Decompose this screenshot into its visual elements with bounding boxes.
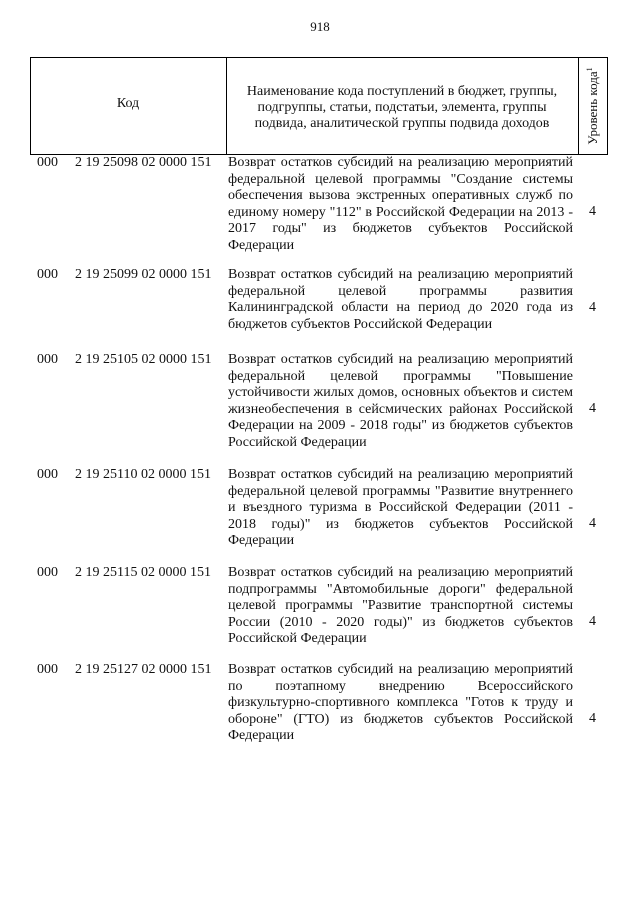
header-level bbox=[579, 58, 607, 154]
row-admin-code: 000 bbox=[37, 467, 58, 482]
column-divider bbox=[607, 58, 608, 154]
row-level: 4 bbox=[589, 711, 596, 726]
row-admin-code: 000 bbox=[37, 662, 58, 677]
header-name: Наименование кода поступлений в бюджет, группы, подгруппы, статьи, подстатьи, элемента, группы подвида, аналитической группы подвида доходов bbox=[246, 84, 558, 131]
row-code: 2 19 25098 02 0000 151 bbox=[75, 155, 212, 170]
row-name: Возврат остатков субсидий на реализацию мероприятий подпрограммы "Автомобильные дороги" федеральной целевой программы "Развитие транспортной системы России (2010 - 2020 годы)" из бюджетов субъектов Российской Федерации bbox=[228, 565, 573, 646]
row-name: Возврат остатков субсидий на реализацию мероприятий федеральной целевой программы развития Калининградской области на период до 2020 года из бюджетов субъектов Российской Федерации bbox=[228, 267, 573, 332]
row-code: 2 19 25099 02 0000 151 bbox=[75, 267, 212, 282]
row-name: Возврат остатков субсидий на реализацию мероприятий по поэтапному внедрению Всероссийского физкультурно-спортивного комплекса "Готов к труду и обороне" (ГТО) из бюджетов субъектов Российской Федерации bbox=[228, 662, 573, 743]
row-level: 4 bbox=[589, 300, 596, 315]
row-name: Возврат остатков субсидий на реализацию мероприятий федеральной целевой программы "Развитие внутреннего и въездного туризма в Российской Федерации (2011 - 2018 годы)" из бюджетов субъектов Российской Федерации bbox=[228, 467, 573, 548]
row-level: 4 bbox=[589, 204, 596, 219]
header-level-footnote: 1 bbox=[584, 67, 594, 72]
row-code: 2 19 25127 02 0000 151 bbox=[75, 662, 212, 677]
row-name: Возврат остатков субсидий на реализацию мероприятий федеральной целевой программы "Создание системы обеспечения вызова экстренных оперативных служб по единому номеру "112" в Российской Федерации на 2013 - 2017 годы" из бюджетов субъектов Российской Федерации bbox=[228, 155, 573, 253]
row-name: Возврат остатков субсидий на реализацию мероприятий федеральной целевой программы "Повышение устойчивости жилых домов, основных объектов и систем жизнеобеспечения в сейсмических районах Российской Федерации на 2009 - 2018 годы" из бюджетов субъектов Российской Федерации bbox=[228, 352, 573, 450]
table-header bbox=[30, 57, 608, 155]
header-code: Код bbox=[116, 96, 140, 111]
row-code: 2 19 25110 02 0000 151 bbox=[75, 467, 211, 482]
row-admin-code: 000 bbox=[37, 352, 58, 367]
row-level: 4 bbox=[589, 516, 596, 531]
row-code: 2 19 25105 02 0000 151 bbox=[75, 352, 212, 367]
row-level: 4 bbox=[589, 614, 596, 629]
row-admin-code: 000 bbox=[37, 565, 58, 580]
row-level: 4 bbox=[589, 401, 596, 416]
header-level-label: Уровень кода bbox=[585, 71, 601, 145]
row-admin-code: 000 bbox=[37, 155, 58, 170]
row-code: 2 19 25115 02 0000 151 bbox=[75, 565, 211, 580]
row-admin-code: 000 bbox=[37, 267, 58, 282]
column-divider bbox=[226, 58, 227, 154]
page-number: 918 bbox=[310, 19, 330, 34]
